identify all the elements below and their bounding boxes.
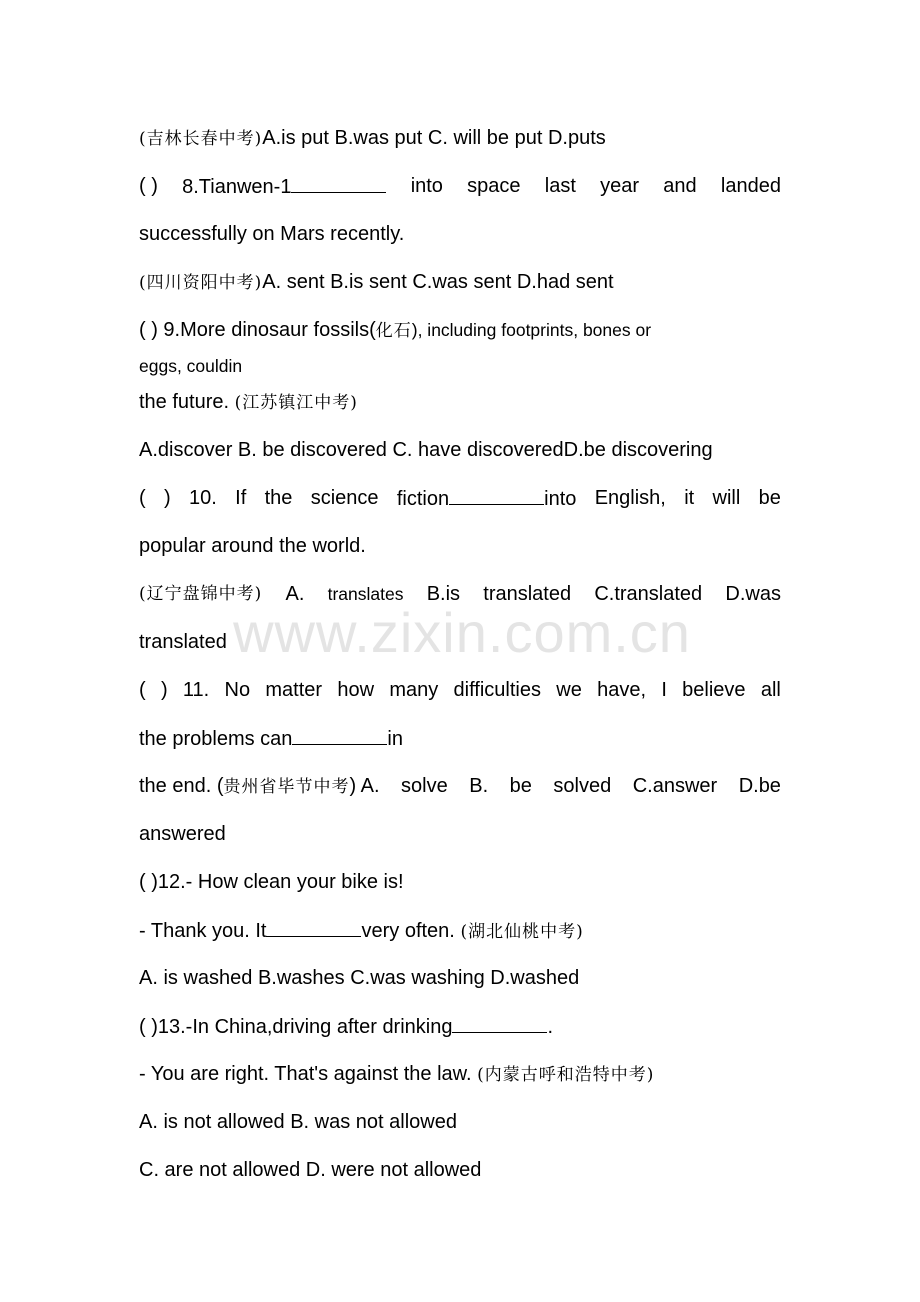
q10-options-line2: translated <box>139 631 227 653</box>
q9-source: (江苏镇江中考) <box>234 393 358 413</box>
q8-source: (四川资阳中考) <box>139 273 263 293</box>
q12-stem-line: ( )12.- How clean your bike is! <box>139 871 404 893</box>
q10-stem-line: ( ) 10. If the science fiction into English, it will be <box>139 487 781 510</box>
q11-options-line2: answered <box>139 823 226 845</box>
q11-stem-line: ( ) 11. No matter how many difficulties we have, I believe all <box>139 679 781 701</box>
q12-source: (湖北仙桃中考) <box>460 922 584 942</box>
q13-stem-line: ( )13.-In China,driving after drinking . <box>139 1016 554 1038</box>
q9-options: A.discover B. be discovered C. have discoveredD.be discovering <box>139 439 713 461</box>
q7-options: A.is put B.was put C. will be put D.puts <box>262 127 606 149</box>
q11-answer-blank <box>292 726 387 745</box>
q12-options: A. is washed B.washes C.was washing D.washed <box>139 967 580 989</box>
q8-bracket: ( ) <box>139 175 158 197</box>
q11-options-line: the end. (贵州省毕节中考) A. solve B. be solved C.answer D.be <box>139 775 781 797</box>
q11-stem-line2: the problems can in <box>139 728 403 750</box>
q10-options-line: (辽宁盘锦中考) A. translates B.is translated C.translated D.was <box>139 583 781 605</box>
q11-source: 贵州省毕节中考 <box>223 777 350 797</box>
q8-stem-line: ( ) 8.Tianwen-1 into space last year and landed <box>139 175 781 198</box>
q10-stem-line2: popular around the world. <box>139 535 366 557</box>
q7-options-line <box>139 126 781 151</box>
q13-answer-blank <box>452 1014 547 1033</box>
q9-stem-line3: the future. (江苏镇江中考) <box>139 391 358 413</box>
q12-answer-blank <box>266 918 361 937</box>
q10-source: (辽宁盘锦中考) <box>139 584 263 604</box>
q13-source: (内蒙古呼和浩特中考) <box>477 1065 655 1085</box>
q10-answer-blank <box>449 486 544 505</box>
q12-stem-line2: - Thank you. It very often. (湖北仙桃中考) <box>139 920 584 942</box>
q8-options: A. sent B.is sent C.was sent D.had sent <box>262 271 614 293</box>
q7-source: (吉林长春中考) <box>139 129 263 149</box>
q9-stem-line: ( ) 9.More dinosaur fossils(化石), including footprints, bones or <box>139 319 652 341</box>
q8-answer-blank <box>291 174 386 193</box>
q13-stem-line2: - You are right. That's against the law. (内蒙古呼和浩特中考) <box>139 1063 655 1085</box>
q8-number-blank: 8.Tianwen-1 <box>182 174 386 199</box>
q9-stem-line2: eggs, couldin <box>139 356 243 376</box>
q8-options-line <box>139 270 781 295</box>
watermark: www.zixin.com.cn <box>233 601 691 664</box>
q13-options-cd: C. are not allowed D. were not allowed <box>139 1159 482 1181</box>
q13-options-ab: A. is not allowed B. was not allowed <box>139 1111 457 1133</box>
q8-stem-line2: successfully on Mars recently. <box>139 223 405 245</box>
